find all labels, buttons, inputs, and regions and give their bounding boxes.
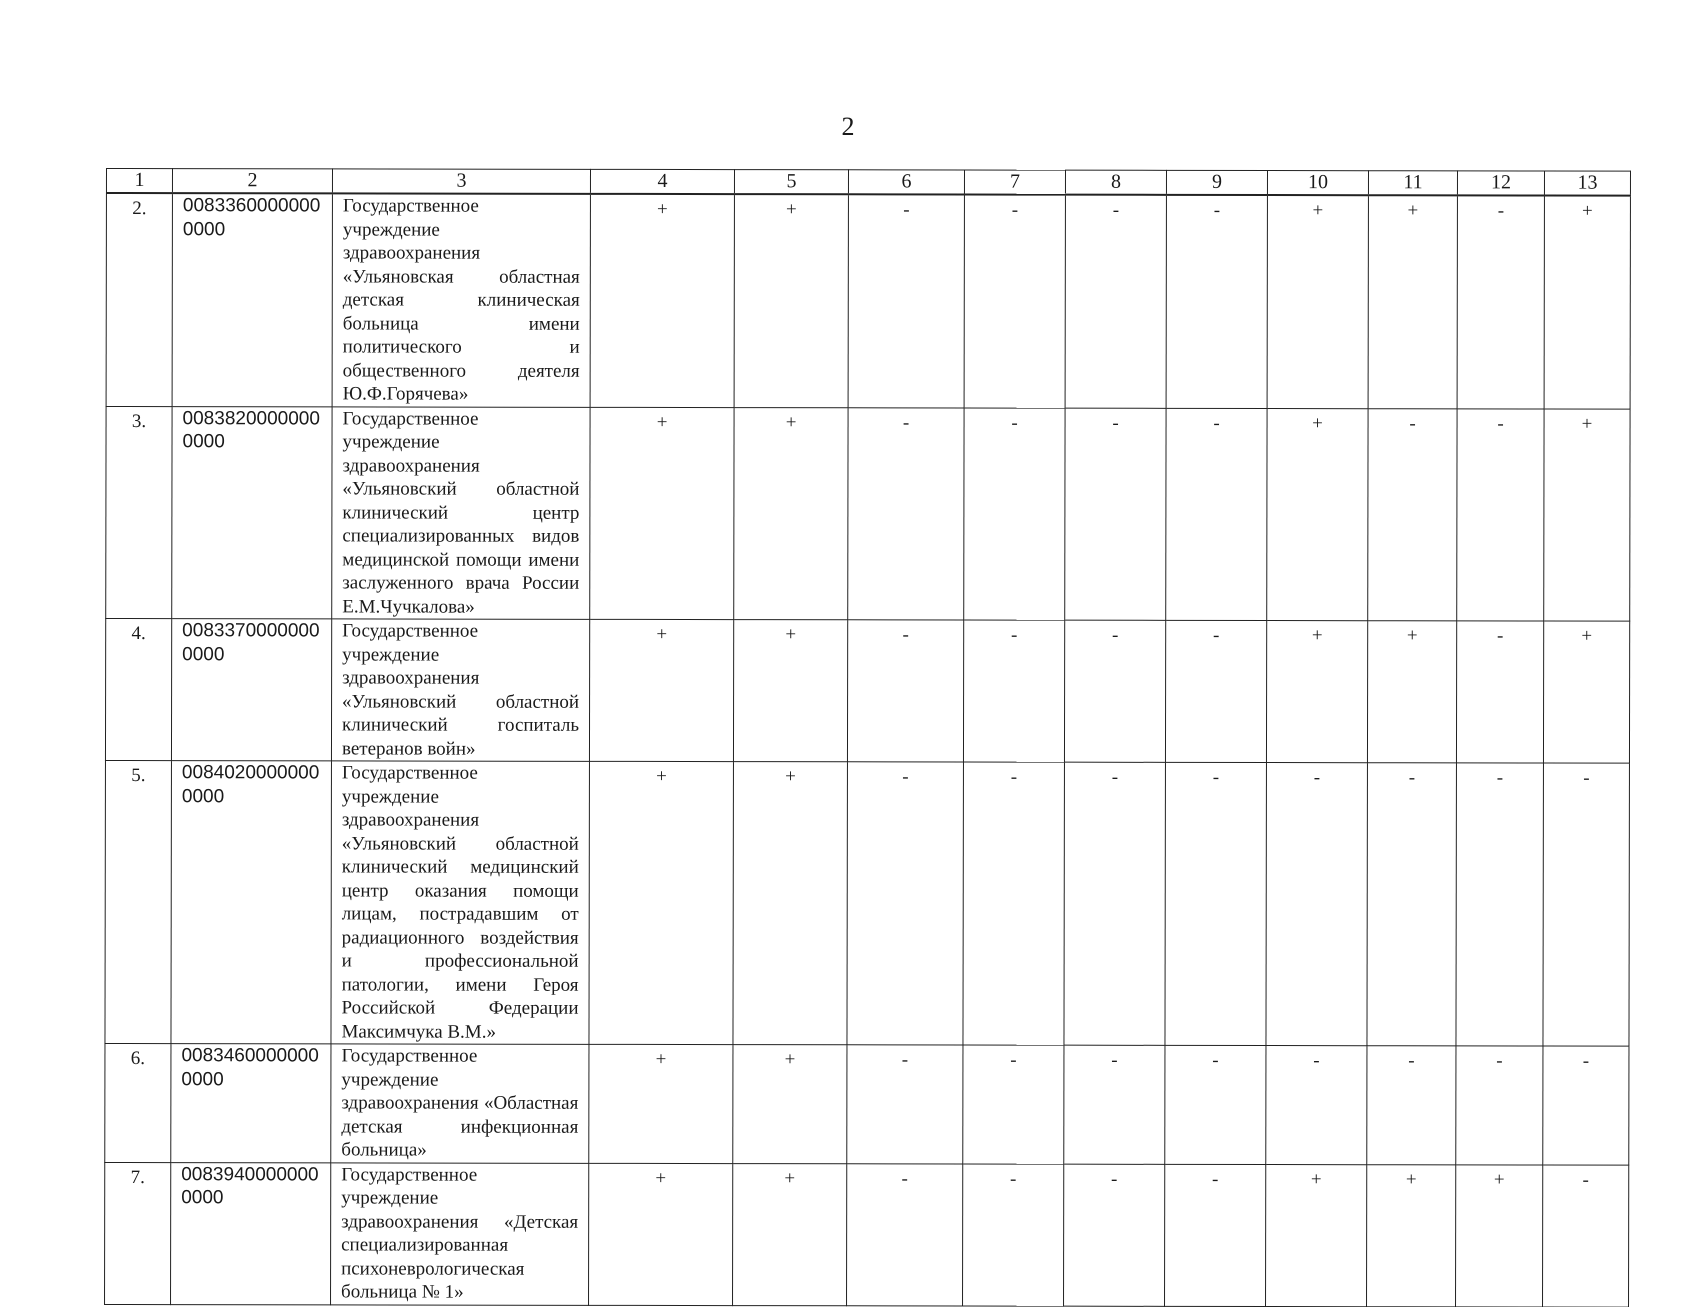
mark-cell: - xyxy=(848,194,964,407)
column-number-cell: 2 xyxy=(172,169,332,194)
mark-cell: + xyxy=(1456,1164,1543,1306)
mark-cell: + xyxy=(733,1045,847,1164)
row-number-cell: 7. xyxy=(105,1162,171,1304)
column-number-cell: 13 xyxy=(1544,171,1630,196)
registry-code-cell: 00833700000000000 xyxy=(171,619,331,761)
registry-code-cell: 00833600000000000 xyxy=(172,193,332,406)
row-number-cell: 2. xyxy=(106,193,172,406)
mark-cell: - xyxy=(1266,763,1367,1046)
mark-cell: - xyxy=(1543,1165,1629,1307)
column-number-row xyxy=(106,169,1630,196)
mark-cell: - xyxy=(963,762,1064,1045)
registry-code-cell: 00839400000000000 xyxy=(171,1162,331,1304)
mark-cell: + xyxy=(1367,621,1456,763)
mark-cell: - xyxy=(1065,195,1166,408)
mark-cell: + xyxy=(1266,621,1367,763)
mark-cell: + xyxy=(1543,621,1629,763)
mark-cell: + xyxy=(590,194,734,407)
mark-cell: - xyxy=(1165,762,1266,1045)
registry-code-cell: 00834600000000000 xyxy=(171,1044,331,1163)
mark-cell: - xyxy=(847,762,963,1045)
mark-cell: - xyxy=(1064,620,1165,762)
column-number-cell: 9 xyxy=(1166,170,1267,195)
page-number: 2 xyxy=(841,112,855,141)
mark-cell: - xyxy=(1064,1164,1165,1306)
table-row xyxy=(105,761,1629,1047)
mark-cell: - xyxy=(1456,621,1543,763)
mark-cell: - xyxy=(1368,408,1457,621)
mark-cell: - xyxy=(1367,1046,1456,1165)
column-number-cell: 7 xyxy=(964,170,1065,195)
institution-name-cell: Государственное учреждение здравоохранения «Детская специализированная психоневрологическая больница № 1» xyxy=(331,1162,589,1304)
table-row xyxy=(105,1043,1629,1164)
institution-name-cell: Государственное учреждение здравоохранения «Ульяновский областной клинический госпиталь ветеранов войн» xyxy=(331,619,589,761)
mark-cell: - xyxy=(1367,763,1456,1046)
mark-cell: + xyxy=(589,1163,733,1305)
mark-cell: + xyxy=(734,407,848,620)
mark-cell: + xyxy=(1544,409,1630,622)
mark-cell: + xyxy=(734,194,848,407)
mark-cell: + xyxy=(589,619,733,761)
mark-cell: + xyxy=(589,761,733,1044)
mark-cell: + xyxy=(733,762,847,1045)
mark-cell: - xyxy=(1456,763,1543,1046)
mark-cell: - xyxy=(847,620,963,762)
register-table xyxy=(104,168,1631,1307)
mark-cell: - xyxy=(1266,1046,1367,1165)
mark-cell: + xyxy=(1544,196,1630,409)
mark-cell: + xyxy=(733,620,847,762)
mark-cell: + xyxy=(1367,1164,1456,1306)
column-number-cell: 12 xyxy=(1457,171,1544,196)
mark-cell: + xyxy=(589,1044,733,1163)
row-number-cell: 4. xyxy=(105,619,171,761)
table-row xyxy=(106,193,1630,409)
mark-cell: - xyxy=(964,194,1065,407)
column-number-cell: 1 xyxy=(106,169,172,194)
row-number-cell: 5. xyxy=(105,761,171,1044)
column-number-cell: 6 xyxy=(848,170,964,195)
column-number-cell: 10 xyxy=(1267,171,1368,196)
column-number-cell: 3 xyxy=(332,169,590,194)
row-number-cell: 6. xyxy=(105,1043,171,1162)
mark-cell: - xyxy=(1064,1045,1165,1164)
registry-code-cell: 00840200000000000 xyxy=(171,761,331,1044)
mark-cell: - xyxy=(1166,408,1267,621)
mark-cell: - xyxy=(847,1163,963,1305)
table-row xyxy=(105,1162,1629,1307)
row-number-cell: 3. xyxy=(106,406,172,619)
column-number-cell: 5 xyxy=(734,170,848,195)
column-number-cell: 8 xyxy=(1065,170,1166,195)
registry-code-cell: 00838200000000000 xyxy=(172,406,332,619)
institution-name-cell: Государственное учреждение здравоохранения «Ульяновский областной клинический центр специализированных видов медицинской помощи имени заслуженного врача России Е.М.Чучкалова» xyxy=(332,406,590,619)
mark-cell: - xyxy=(1166,195,1267,408)
mark-cell: - xyxy=(847,1045,963,1164)
mark-cell: + xyxy=(1368,195,1457,408)
mark-cell: - xyxy=(1064,762,1165,1045)
table-row xyxy=(105,619,1629,764)
mark-cell: - xyxy=(964,407,1065,620)
mark-cell: - xyxy=(1543,763,1629,1046)
column-number-cell: 11 xyxy=(1368,171,1457,196)
mark-cell: - xyxy=(1457,195,1544,408)
mark-cell: + xyxy=(590,407,734,620)
mark-cell: + xyxy=(1266,1164,1367,1306)
mark-cell: - xyxy=(1456,1046,1543,1165)
mark-cell: + xyxy=(1267,408,1368,621)
mark-cell: - xyxy=(963,620,1064,762)
mark-cell: - xyxy=(1457,408,1544,621)
mark-cell: - xyxy=(1165,620,1266,762)
table-row xyxy=(106,406,1630,621)
institution-name-cell: Государственное учреждение здравоохранения «Областная детская инфекционная больница» xyxy=(331,1044,589,1163)
mark-cell: + xyxy=(1267,195,1368,408)
column-number-cell: 4 xyxy=(590,169,734,194)
mark-cell: - xyxy=(963,1045,1064,1164)
institution-name-cell: Государственное учреждение здравоохранения «Ульяновский областной клинический медицинский центр оказания помощи лицам, пострадавшим от радиационного воздействия и профессиональной патологии, имени Героя Российской Федерации Максимчука В.М.» xyxy=(331,761,589,1044)
mark-cell: - xyxy=(1165,1045,1266,1164)
table-body xyxy=(105,169,1631,1307)
mark-cell: - xyxy=(1543,1046,1629,1165)
mark-cell: + xyxy=(733,1163,847,1305)
mark-cell: - xyxy=(1165,1164,1266,1306)
mark-cell: - xyxy=(1065,408,1166,621)
mark-cell: - xyxy=(963,1163,1064,1305)
institution-name-cell: Государственное учреждение здравоохранения «Ульяновская областная детская клиническая больница имени политического и общественного деятеля Ю.Ф.Горячева» xyxy=(332,193,590,406)
mark-cell: - xyxy=(848,407,964,620)
